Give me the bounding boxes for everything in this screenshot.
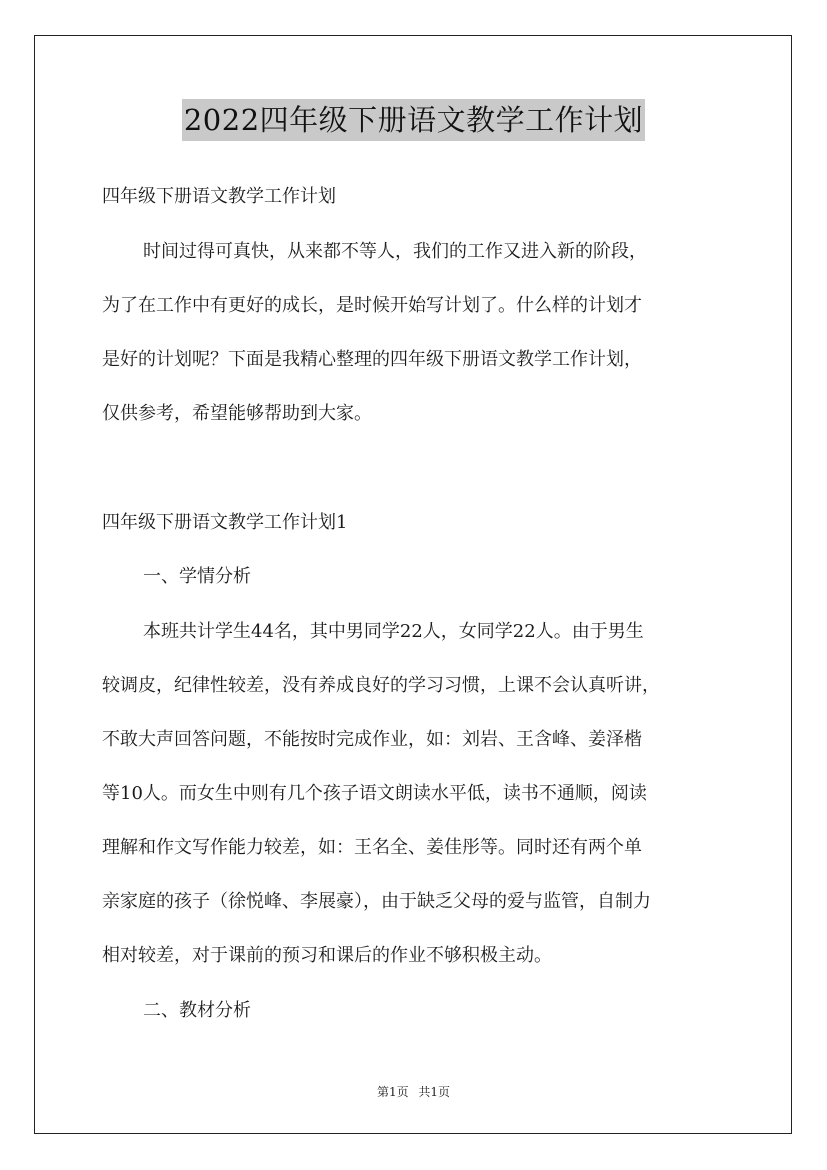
page-footer: [0, 1083, 827, 1100]
page-number-current: 第1页: [376, 1085, 409, 1099]
heading-textbook-analysis: 二、教材分析: [143, 1000, 251, 1021]
paragraph-line-6: 亲家庭的孩子（徐悦峰、李展豪），由于缺乏父母的爱与监管，自制力: [102, 891, 651, 912]
document-subtitle: 四年级下册语文教学工作计划: [102, 186, 336, 207]
intro-line-1: 时间过得可真快，从来都不等人，我们的工作又进入新的阶段，: [143, 241, 647, 262]
intro-line-4: 仅供参考，希望能够帮助到大家。: [102, 403, 372, 424]
intro-line-2: 为了在工作中有更好的成长，是时候开始写计划了。什么样的计划才: [102, 295, 642, 316]
paragraph-line-3: 不敢大声回答问题，不能按时完成作业，如：刘岩、王含峰、姜泽楷: [102, 729, 642, 750]
paragraph-line-4: 等10人。而女生中则有几个孩子语文朗读水平低，读书不通顺，阅读: [102, 783, 647, 804]
document-title: 2022四年级下册语文教学工作计划: [182, 99, 645, 141]
heading-student-analysis: 一、学情分析: [143, 566, 251, 587]
paragraph-line-5: 理解和作文写作能力较差，如：王名全、姜佳彤等。同时还有两个单: [102, 837, 642, 858]
paragraph-line-7: 相对较差，对于课前的预习和课后的作业不够积极主动。: [102, 945, 552, 966]
intro-line-3: 是好的计划呢？下面是我精心整理的四年级下册语文教学工作计划，: [102, 349, 642, 370]
paragraph-line-2: 较调皮，纪律性较差，没有养成良好的学习习惯，上课不会认真听讲，: [102, 675, 660, 696]
paragraph-line-1: 本班共计学生44名，其中男同学22人，女同学22人。由于男生: [143, 621, 644, 642]
title-container: [0, 99, 827, 141]
page-number-total: 共1页: [418, 1085, 451, 1099]
section-title: 四年级下册语文教学工作计划1: [102, 512, 348, 533]
